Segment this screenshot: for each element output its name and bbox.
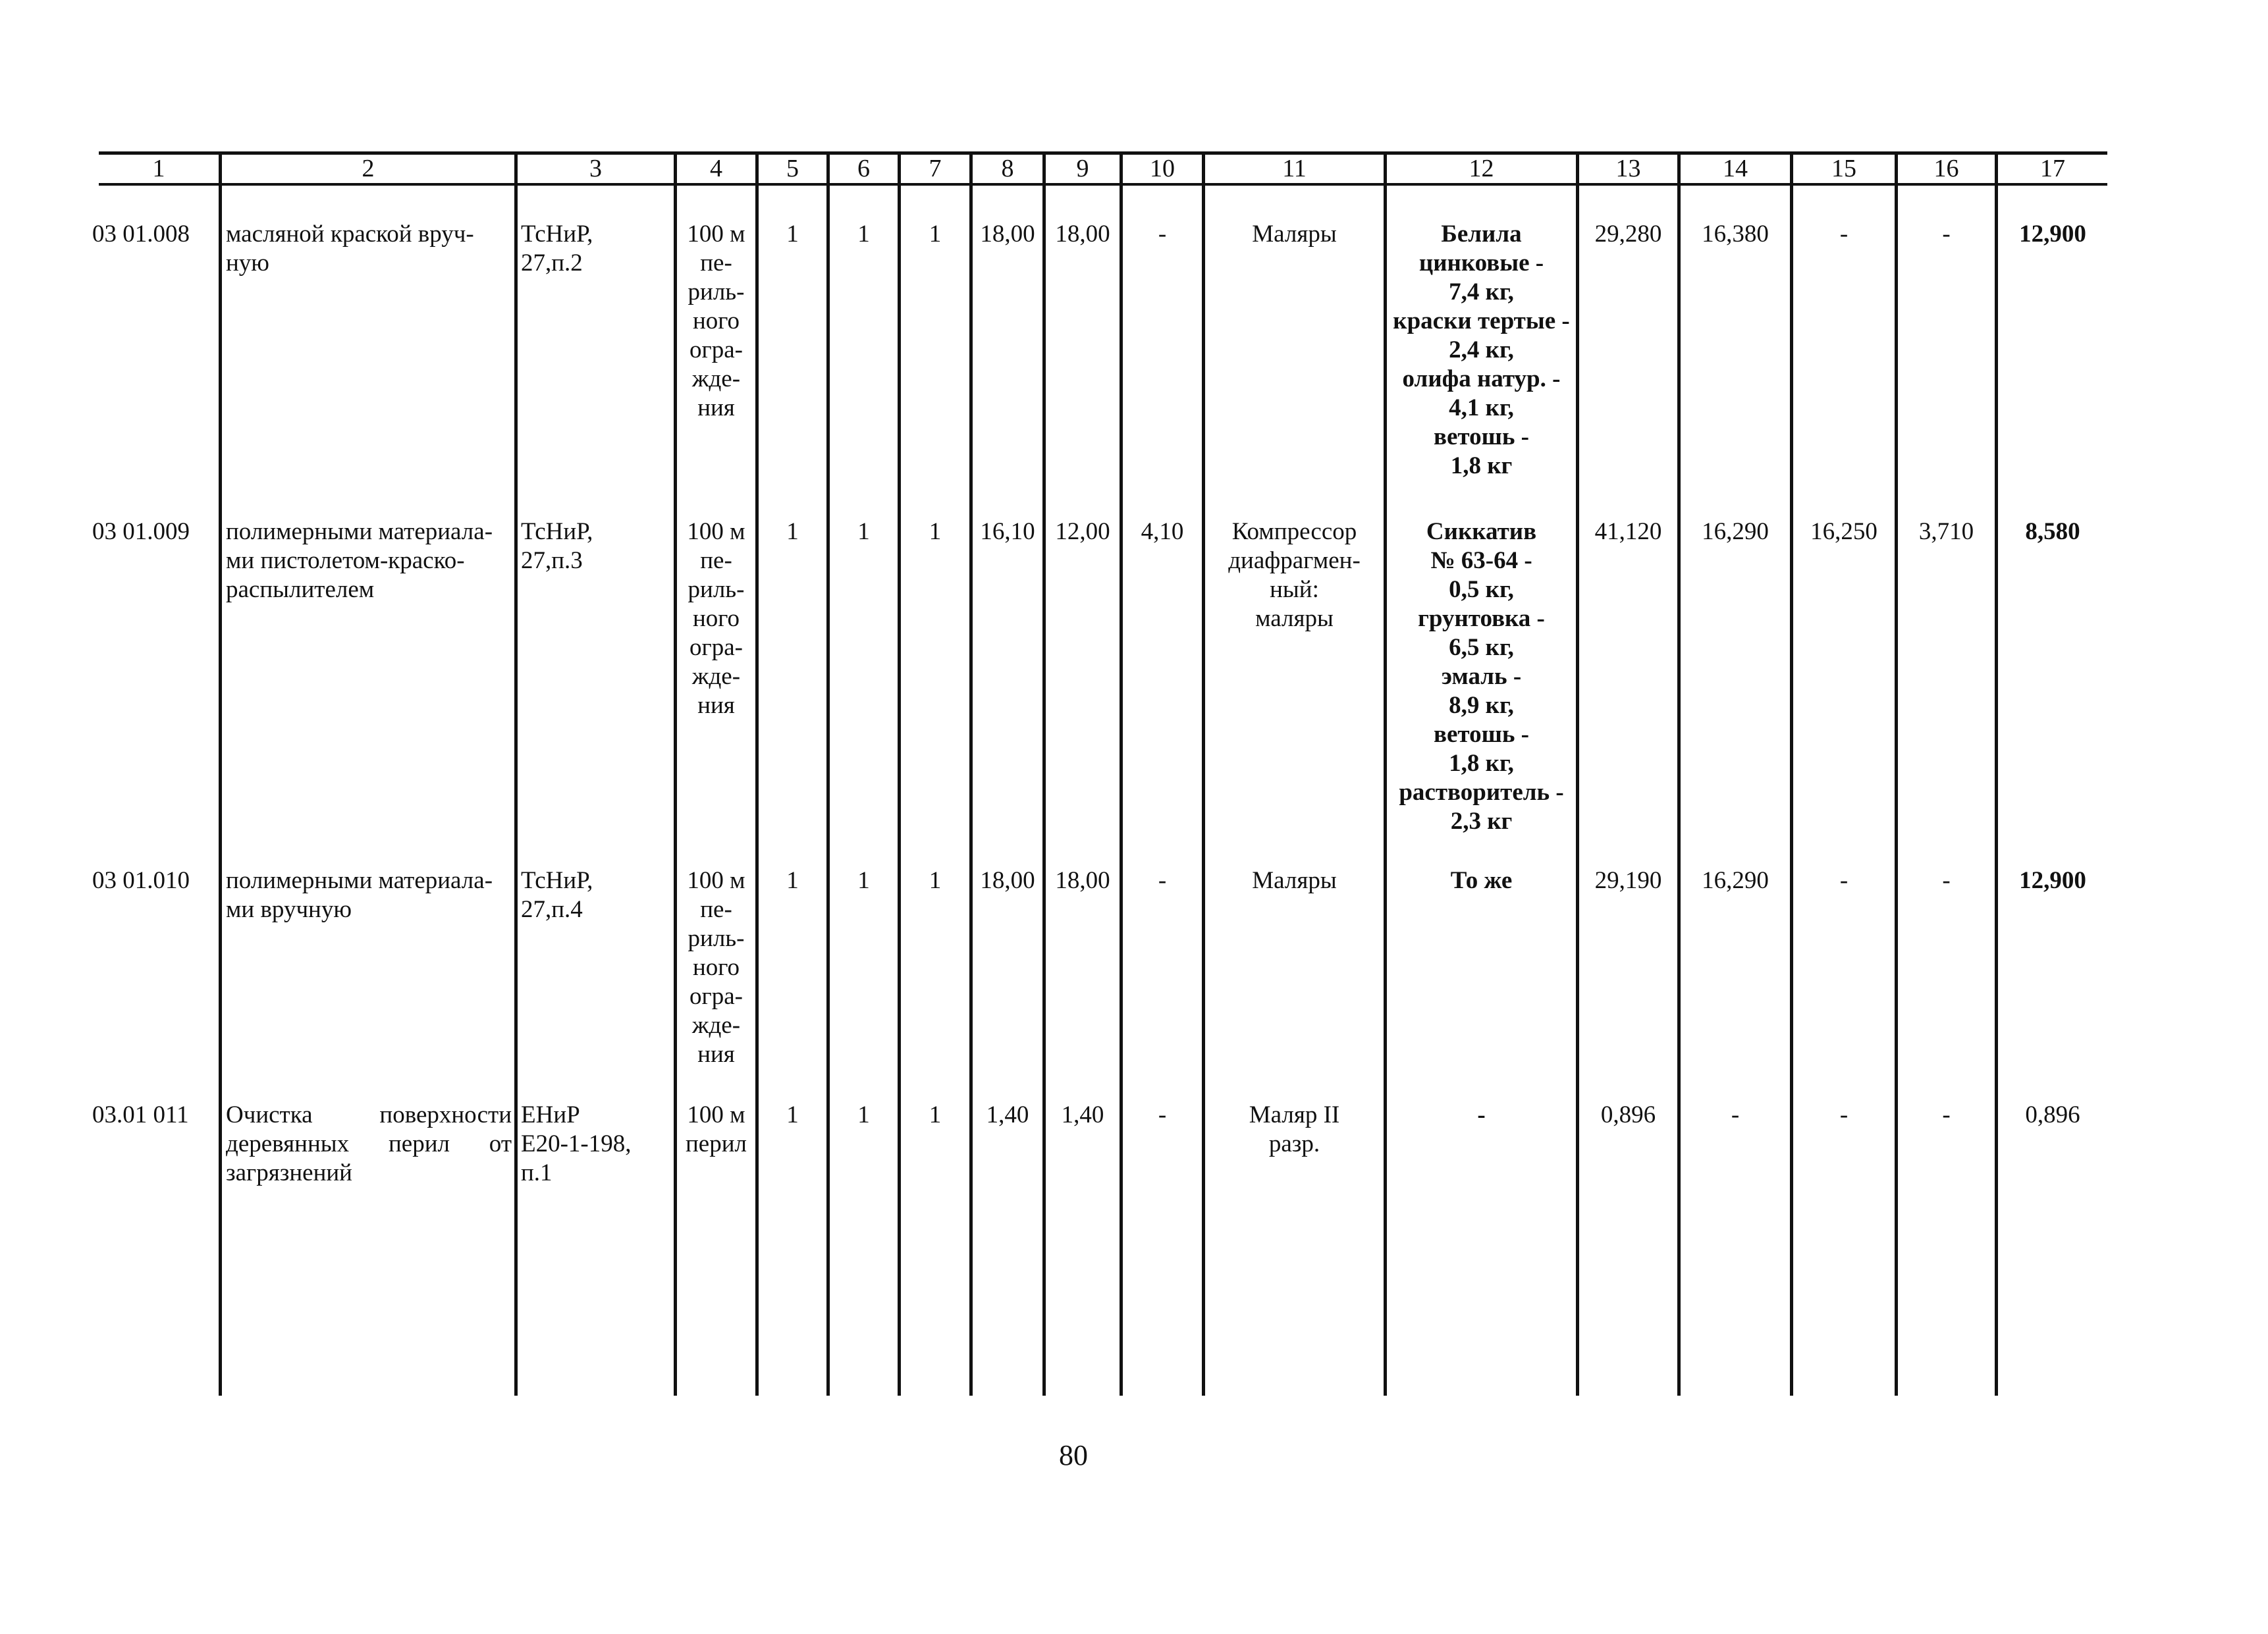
row-col15: - xyxy=(1839,867,1849,894)
column-divider xyxy=(1995,153,1998,1396)
row-col17: 12,900 xyxy=(2019,221,2086,248)
row-materials: То же xyxy=(1450,867,1513,894)
row-description: Очистка поверхности деревянных перил от загрязнений xyxy=(226,1101,512,1186)
column-header: 12 xyxy=(1469,155,1494,182)
row-col15: - xyxy=(1839,221,1849,248)
row-unit: 100 м перил xyxy=(686,1101,747,1157)
row-code: 03.01 011 xyxy=(92,1101,189,1128)
row-col15: - xyxy=(1839,1101,1849,1128)
column-header: 9 xyxy=(1076,155,1089,182)
column-divider xyxy=(1042,153,1046,1396)
row-col13: 41,120 xyxy=(1594,518,1662,545)
row-col10: - xyxy=(1158,1101,1167,1128)
row-code: 03 01.008 xyxy=(92,221,190,248)
column-header: 15 xyxy=(1831,155,1856,182)
column-header: 11 xyxy=(1282,155,1307,182)
row-workers: Маляры xyxy=(1252,221,1337,248)
row-col14: 16,290 xyxy=(1702,518,1769,545)
row-col7: 1 xyxy=(929,1101,942,1128)
row-col8: 16,10 xyxy=(980,518,1035,545)
column-header: 5 xyxy=(786,155,799,182)
row-materials: Сиккатив № 63-64 - 0,5 кг, грунтовка - 6,5 кг, эмаль - 8,9 кг, ветошь - 1,8 кг, растворитель - 2,3 кг xyxy=(1399,518,1564,835)
column-divider xyxy=(826,153,830,1396)
column-header: 7 xyxy=(929,155,942,182)
page-number: 80 xyxy=(1059,1439,1088,1471)
row-unit: 100 м пе- риль- ного огра- жде- ния xyxy=(687,518,745,719)
row-col9: 18,00 xyxy=(1055,867,1110,894)
row-col10: - xyxy=(1158,221,1167,248)
row-col5: 1 xyxy=(786,1101,799,1128)
row-col5: 1 xyxy=(786,518,799,545)
row-col9: 12,00 xyxy=(1055,518,1110,545)
row-col8: 18,00 xyxy=(980,221,1035,248)
row-col9: 18,00 xyxy=(1055,221,1110,248)
row-workers: Маляры xyxy=(1252,867,1337,894)
row-col17: 8,580 xyxy=(2025,518,2080,545)
row-col9: 1,40 xyxy=(1061,1101,1104,1128)
row-workers: Маляр II разр. xyxy=(1249,1101,1340,1157)
column-divider xyxy=(898,153,901,1396)
row-unit: 100 м пе- риль- ного огра- жде- ния xyxy=(687,867,745,1068)
row-unit: 100 м пе- риль- ного огра- жде- ния xyxy=(687,221,745,421)
row-materials: Белила цинковые - 7,4 кг, краски тертые - 2,4 кг, олифа натур. - 4,1 кг, ветошь - 1,8 кг xyxy=(1393,221,1570,479)
row-col8: 18,00 xyxy=(980,867,1035,894)
column-header: 14 xyxy=(1723,155,1748,182)
row-norm-reference: ЕНиР Е20-1-198, п.1 xyxy=(521,1101,632,1186)
column-divider xyxy=(969,153,973,1396)
row-description: полимерными материала- ми пистолетом-краско- распылителем xyxy=(226,518,493,603)
column-header: 16 xyxy=(1933,155,1959,182)
row-col14: 16,290 xyxy=(1702,867,1769,894)
column-header: 13 xyxy=(1615,155,1641,182)
row-norm-reference: ТсНиР, 27,п.2 xyxy=(521,221,593,277)
row-code: 03 01.010 xyxy=(92,867,190,894)
row-norm-reference: ТсНиР, 27,п.3 xyxy=(521,518,593,574)
row-col6: 1 xyxy=(857,867,870,894)
row-col17: 12,900 xyxy=(2019,867,2086,894)
row-col6: 1 xyxy=(857,1101,870,1128)
row-col17: 0,896 xyxy=(2025,1101,2080,1128)
column-header: 1 xyxy=(152,155,165,182)
column-header: 10 xyxy=(1150,155,1175,182)
row-col6: 1 xyxy=(857,518,870,545)
column-divider xyxy=(1120,153,1123,1396)
column-header: 8 xyxy=(1001,155,1014,182)
row-col16: 3,710 xyxy=(1918,518,1974,545)
column-header: 2 xyxy=(362,155,375,182)
row-col8: 1,40 xyxy=(986,1101,1029,1128)
column-divider xyxy=(755,153,759,1396)
row-col16: - xyxy=(1942,867,1951,894)
row-col13: 0,896 xyxy=(1600,1101,1656,1128)
column-divider xyxy=(514,153,518,1396)
column-divider xyxy=(1895,153,1898,1396)
column-header: 17 xyxy=(2040,155,2065,182)
row-col16: - xyxy=(1942,1101,1951,1128)
row-description: полимерными материала- ми вручную xyxy=(226,867,493,923)
row-col14: - xyxy=(1731,1101,1740,1128)
row-col7: 1 xyxy=(929,518,942,545)
row-materials: - xyxy=(1477,1101,1486,1128)
row-col13: 29,190 xyxy=(1594,867,1662,894)
row-norm-reference: ТсНиР, 27,п.4 xyxy=(521,867,593,923)
row-col6: 1 xyxy=(857,221,870,248)
column-header: 4 xyxy=(710,155,722,182)
column-divider xyxy=(1576,153,1579,1396)
column-divider xyxy=(1202,153,1205,1396)
column-header: 3 xyxy=(589,155,602,182)
row-col10: - xyxy=(1158,867,1167,894)
row-col5: 1 xyxy=(786,221,799,248)
row-col5: 1 xyxy=(786,867,799,894)
column-divider xyxy=(219,153,222,1396)
row-col15: 16,250 xyxy=(1810,518,1877,545)
row-col14: 16,380 xyxy=(1702,221,1769,248)
column-header: 6 xyxy=(857,155,870,182)
row-workers: Компрессор диафрагмен- ный: маляры xyxy=(1228,518,1361,632)
row-col7: 1 xyxy=(929,867,942,894)
row-code: 03 01.009 xyxy=(92,518,190,545)
column-divider xyxy=(1677,153,1681,1396)
row-description: масляной краской вруч- ную xyxy=(226,221,474,277)
row-col10: 4,10 xyxy=(1141,518,1184,545)
row-col13: 29,280 xyxy=(1594,221,1662,248)
row-col16: - xyxy=(1942,221,1951,248)
column-divider xyxy=(1790,153,1793,1396)
header-bottom-rule xyxy=(99,183,2107,186)
row-col7: 1 xyxy=(929,221,942,248)
